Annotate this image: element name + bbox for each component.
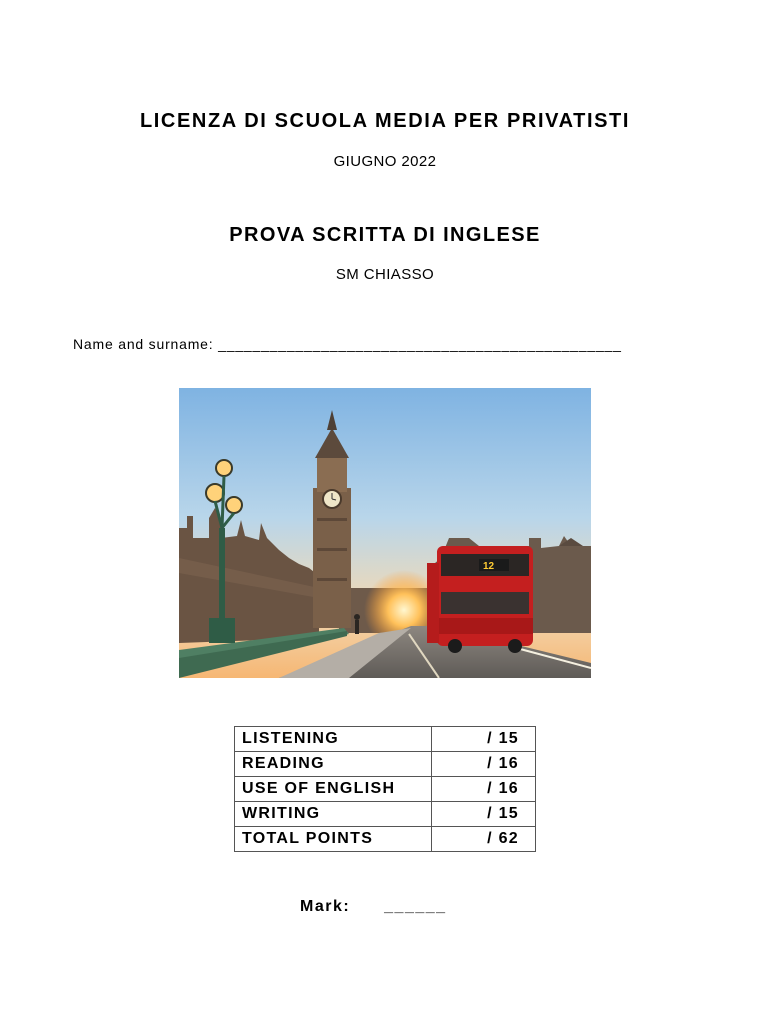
score-row-listening — [235, 727, 536, 752]
mark-field[interactable] — [300, 898, 447, 916]
section-label: TOTAL POINTS — [235, 827, 432, 852]
section-points: / 16 — [432, 777, 536, 802]
bus-route-number: 12 — [483, 561, 495, 572]
london-photo — [179, 388, 591, 678]
section-label: LISTENING — [235, 727, 432, 752]
school-name: SM CHIASSO — [335, 266, 435, 283]
mark-blank: ______ — [384, 898, 447, 915]
section-label: USE OF ENGLISH — [235, 777, 432, 802]
section-points: / 16 — [432, 752, 536, 777]
section-points: / 15 — [432, 727, 536, 752]
score-table — [234, 726, 536, 852]
name-surname-label: Name and surname: — [73, 336, 214, 352]
score-row-writing — [235, 802, 536, 827]
exam-subject: PROVA SCRITTA DI INGLESE — [229, 224, 541, 246]
score-row-total — [235, 827, 536, 852]
section-label: READING — [235, 752, 432, 777]
name-surname-field[interactable] — [73, 336, 622, 352]
name-surname-blank: _______________________________________________ — [218, 336, 622, 352]
section-points: / 62 — [432, 827, 536, 852]
section-points: / 15 — [432, 802, 536, 827]
exam-date: GIUGNO 2022 — [333, 153, 437, 170]
section-label: WRITING — [235, 802, 432, 827]
score-row-use-of-english — [235, 777, 536, 802]
score-row-reading — [235, 752, 536, 777]
exam-title: LICENZA DI SCUOLA MEDIA PER PRIVATISTI — [139, 110, 631, 132]
mark-label: Mark: — [300, 898, 351, 915]
